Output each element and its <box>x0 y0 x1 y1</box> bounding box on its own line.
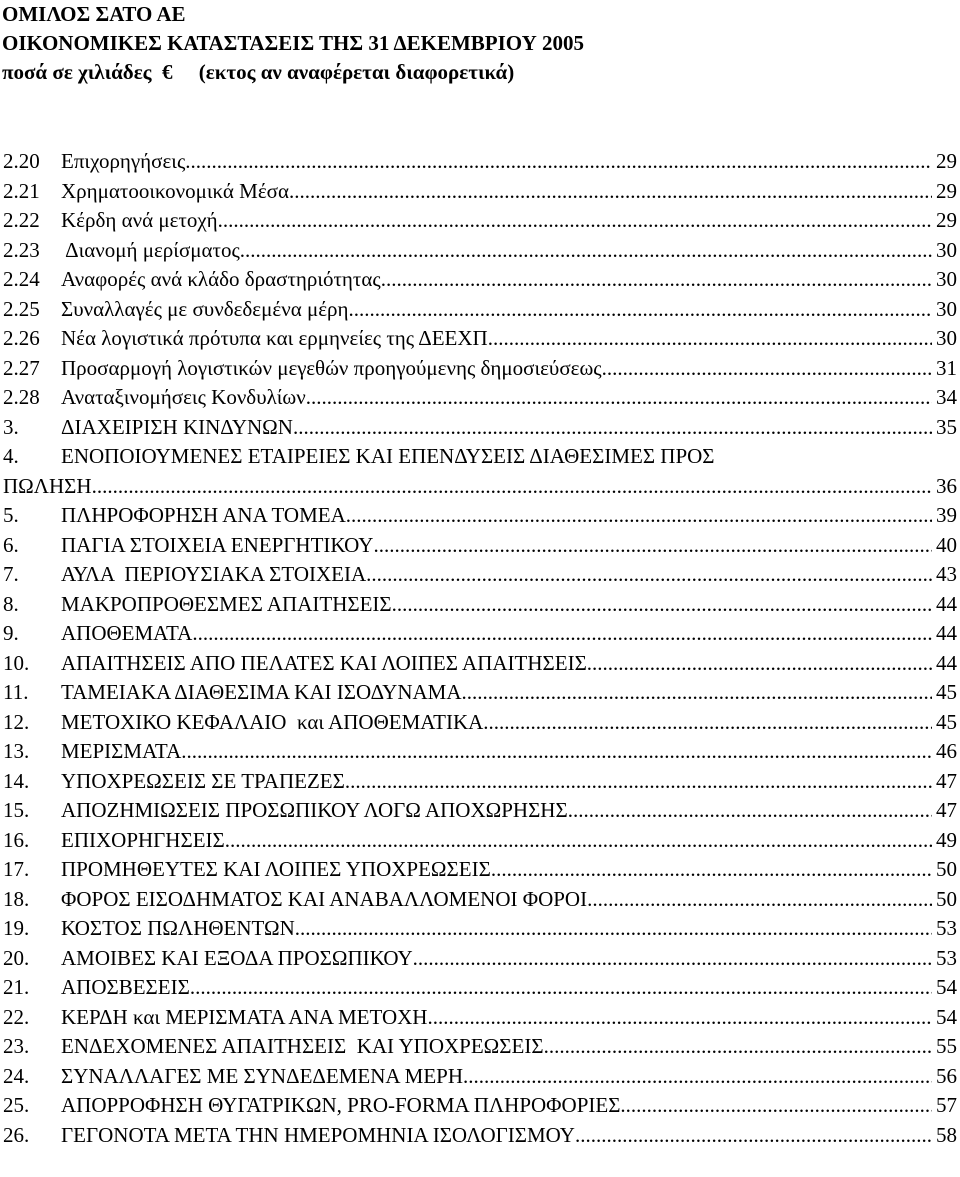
toc-entry-title: Αναταξινομήσεις Κονδυλίων <box>61 385 306 409</box>
toc-leader-dots <box>587 885 932 915</box>
toc-entry[interactable] <box>3 1091 960 1121</box>
toc-entry-page: 56 <box>936 1063 957 1088</box>
toc-entry-page: 50 <box>936 857 957 881</box>
toc-entry-title: ΜΑΚΡΟΠΡΟΘΕΣΜΕΣ ΑΠΑΙΤΗΣΕΙΣ <box>61 591 392 616</box>
toc-leader-dots <box>602 354 932 384</box>
toc-entry-page: 43 <box>936 562 957 586</box>
toc-leader-dots <box>181 737 932 767</box>
toc-entry-page: 30 <box>936 326 957 350</box>
toc-entry-page: 31 <box>936 355 957 380</box>
toc-entry-number: 22. <box>3 1004 30 1029</box>
toc-entry-number: 20. <box>3 945 30 970</box>
toc-entry-page: 47 <box>936 768 957 793</box>
toc-leader-dots <box>348 295 932 325</box>
toc-entry[interactable] <box>3 944 960 974</box>
toc-entry-title: Κέρδη ανά μετοχή <box>61 208 218 232</box>
toc-entry-number: 23. <box>3 1034 30 1058</box>
toc-entry[interactable] <box>3 796 960 826</box>
document-title: ΟΙΚΟΝΟΜΙΚΕΣ ΚΑΤΑΣΤΑΣΕΙΣ ΤΗΣ 31 ΔΕΚΕΜΒΡΙΟΥ 2005 <box>2 31 585 55</box>
toc-entry[interactable] <box>3 501 960 531</box>
toc-entry[interactable] <box>3 855 960 885</box>
toc-entry[interactable] <box>3 147 960 177</box>
toc-entry[interactable] <box>3 737 960 767</box>
toc-entry[interactable] <box>3 236 960 266</box>
toc-leader-dots <box>185 147 932 177</box>
toc-leader-dots <box>225 826 932 856</box>
toc-entry[interactable] <box>3 885 960 915</box>
toc-entry[interactable] <box>3 531 960 561</box>
toc-entry-page: 44 <box>936 621 957 645</box>
toc-entry-number: 2.25 <box>3 296 40 321</box>
toc-entry-title: ΜΕΤΟΧΙΚΟ ΚΕΦΑΛΑΙΟ και ΑΠΟΘΕΜΑΤΙΚΑ <box>61 709 484 734</box>
toc-entry-title: ΣΥΝΑΛΛΑΓΕΣ ΜΕ ΣΥΝΔΕΔΕΜΕΝΑ ΜΕΡΗ <box>61 1063 464 1088</box>
toc-entry-number: 2.20 <box>3 149 40 173</box>
toc-entry[interactable] <box>3 649 960 679</box>
toc-entry-number: 5. <box>3 503 19 527</box>
toc-leader-dots <box>293 413 932 443</box>
toc-entry-title: Χρηματοοικονομικά Μέσα <box>61 178 289 203</box>
toc-entry-title: ΑΠΟΖΗΜΙΩΣΕΙΣ ΠΡΟΣΩΠΙΚΟΥ ΛΟΓΩ ΑΠΟΧΩΡΗΣΗΣ <box>61 798 568 822</box>
toc-entry-title: Νέα λογιστικά πρότυπα και ερμηνείες της ΔΕΕΧΠ <box>61 326 488 350</box>
toc-leader-dots <box>218 206 932 236</box>
toc-entry-page: 30 <box>936 296 957 321</box>
toc-entry-page: 44 <box>936 591 957 616</box>
toc-entry[interactable] <box>3 442 960 501</box>
toc-entry-title: ΚΕΡΔΗ και ΜΕΡΙΣΜΑΤΑ ΑΝΑ ΜΕΤΟΧΗ <box>61 1004 428 1029</box>
toc-entry-number: 15. <box>3 798 30 822</box>
toc-entry-page: 40 <box>936 532 957 557</box>
toc-entry[interactable] <box>3 1032 960 1062</box>
toc-entry-number: 8. <box>3 591 19 616</box>
toc-entry-page: 29 <box>936 149 957 173</box>
toc-entry[interactable] <box>3 295 960 325</box>
toc-entry-title: ΚΟΣΤΟΣ ΠΩΛΗΘΕΝΤΩΝ <box>61 916 295 940</box>
toc-leader-dots <box>306 383 932 413</box>
toc-entry-title: ΠΡΟΜΗΘΕΥΤΕΣ ΚΑΙ ΛΟΙΠΕΣ ΥΠΟΧΡΕΩΣΕΙΣ <box>61 857 491 881</box>
toc-entry-number: 9. <box>3 621 19 645</box>
toc-entry-number: 3. <box>3 414 19 439</box>
toc-entry-page: 47 <box>936 798 957 822</box>
toc-entry-page: 45 <box>936 680 957 704</box>
toc-entry-title-continued: ΠΩΛΗΣΗ <box>3 473 92 498</box>
toc-entry[interactable] <box>3 973 960 1003</box>
toc-leader-dots <box>483 708 932 738</box>
toc-entry-title: ΑΠΟΣΒΕΣΕΙΣ <box>61 975 190 999</box>
toc-leader-dots <box>392 590 932 620</box>
toc-leader-dots <box>192 619 932 649</box>
toc-entry-page: 46 <box>936 739 957 763</box>
toc-entry-title: ΑΠΟΘΕΜΑΤΑ <box>61 621 193 645</box>
toc-entry[interactable] <box>3 1121 960 1151</box>
toc-entry-number: 19. <box>3 916 30 940</box>
toc-entry-page: 53 <box>936 916 957 940</box>
toc-entry[interactable] <box>3 708 960 738</box>
toc-entry[interactable] <box>3 1062 960 1092</box>
toc-leader-dots <box>289 177 932 207</box>
toc-entry[interactable] <box>3 413 960 443</box>
table-of-contents <box>3 147 960 1150</box>
toc-leader-dots <box>568 796 932 826</box>
toc-leader-dots <box>491 855 932 885</box>
toc-entry-page: 29 <box>936 208 957 232</box>
toc-entry-number: 14. <box>3 768 30 793</box>
toc-entry-page: 30 <box>936 267 957 291</box>
toc-entry-page: 34 <box>936 385 957 409</box>
toc-entry-page: 30 <box>936 237 957 262</box>
toc-entry[interactable] <box>3 1003 960 1033</box>
toc-entry[interactable] <box>3 177 960 207</box>
toc-entry[interactable] <box>3 826 960 856</box>
toc-entry-title: Διανομή μερίσματος <box>61 237 240 262</box>
toc-entry-title: Συναλλαγές με συνδεδεμένα μέρη <box>61 296 349 321</box>
toc-entry[interactable] <box>3 354 960 384</box>
toc-entry[interactable] <box>3 265 960 295</box>
toc-leader-dots <box>413 944 932 974</box>
toc-leader-dots <box>366 560 932 590</box>
toc-entry-number: 2.27 <box>3 355 40 380</box>
units-note: ποσά σε χιλιάδες € (εκτος αν αναφέρεται διαφορετικά) <box>2 60 515 84</box>
toc-entry-title: Αναφορές ανά κλάδο δραστηριότητας <box>61 267 381 291</box>
toc-entry-page: 54 <box>936 1004 957 1029</box>
toc-entry-number: 2.26 <box>3 326 40 350</box>
toc-entry-number: 2.28 <box>3 385 40 409</box>
toc-entry[interactable] <box>3 560 960 590</box>
toc-entry-number: 7. <box>3 562 19 586</box>
toc-entry-number: 18. <box>3 886 30 911</box>
toc-entry-number: 17. <box>3 857 30 881</box>
toc-entry-number: 2.24 <box>3 267 40 291</box>
toc-entry-page: 35 <box>936 414 957 439</box>
toc-entry-number: 24. <box>3 1063 30 1088</box>
toc-leader-dots <box>373 531 932 561</box>
toc-entry-number: 4. <box>3 444 19 468</box>
toc-entry-title: ΠΛΗΡΟΦΟΡΗΣΗ ΑΝΑ ΤΟΜΕΑ <box>61 503 346 527</box>
document-header <box>2 0 584 87</box>
toc-entry-number: 11. <box>3 680 29 704</box>
toc-leader-dots <box>190 973 932 1003</box>
toc-entry-number: 26. <box>3 1122 30 1147</box>
toc-entry-title: Προσαρμογή λογιστικών μεγεθών προηγούμενης δημοσιεύσεως <box>61 355 602 380</box>
toc-entry-page: 49 <box>936 827 957 852</box>
toc-entry-title: Επιχορηγήσεις <box>61 149 186 173</box>
toc-entry-number: 25. <box>3 1093 30 1117</box>
toc-leader-dots <box>240 236 932 266</box>
toc-entry-title: ΜΕΡΙΣΜΑΤΑ <box>61 739 182 763</box>
toc-leader-dots <box>575 1121 932 1151</box>
toc-entry[interactable] <box>3 767 960 797</box>
toc-entry-page: 57 <box>936 1093 957 1117</box>
toc-entry-page: 55 <box>936 1034 957 1058</box>
toc-leader-dots <box>620 1091 932 1121</box>
toc-entry-page: 50 <box>936 886 957 911</box>
toc-entry-title: ΥΠΟΧΡΕΩΣΕΙΣ ΣΕ ΤΡΑΠΕΖΕΣ <box>61 768 345 793</box>
toc-leader-dots <box>544 1032 932 1062</box>
toc-entry-title: ΑΠΟΡΡΟΦΗΣΗ ΘΥΓΑΤΡΙΚΩΝ, PRO-FORMA ΠΛΗΡΟΦΟΡΙΕΣ <box>61 1093 621 1117</box>
toc-entry-page: 44 <box>936 650 957 675</box>
toc-entry-page: 53 <box>936 945 957 970</box>
toc-entry[interactable] <box>3 383 960 413</box>
toc-leader-dots <box>345 767 932 797</box>
toc-leader-dots <box>381 265 932 295</box>
toc-entry-number: 21. <box>3 975 30 999</box>
toc-entry-number: 13. <box>3 739 30 763</box>
toc-entry[interactable] <box>3 619 960 649</box>
toc-entry[interactable] <box>3 324 960 354</box>
toc-entry-page: 36 <box>936 473 957 498</box>
toc-entry-title: ΓΕΓΟΝΟΤΑ ΜΕΤΑ ΤΗΝ ΗΜΕΡΟΜΗΝΙΑ ΙΣΟΛΟΓΙΣΜΟΥ <box>61 1122 575 1147</box>
company-name: ΟΜΙΛΟΣ ΣΑΤΟ ΑΕ <box>2 2 186 26</box>
toc-entry-number: 6. <box>3 532 19 557</box>
toc-leader-dots <box>346 501 932 531</box>
toc-entry-title: ΠΑΓΙΑ ΣΤΟΙΧΕΙΑ ΕΝΕΡΓΗΤΙΚΟΥ <box>61 532 374 557</box>
toc-entry-title: ΑΥΛΑ ΠΕΡΙΟΥΣΙΑΚΑ ΣΤΟΙΧΕΙΑ <box>61 562 367 586</box>
toc-entry-title: ΦΟΡΟΣ ΕΙΣΟΔΗΜΑΤΟΣ ΚΑΙ ΑΝΑΒΑΛΛΟΜΕΝΟΙ ΦΟΡΟΙ <box>61 886 588 911</box>
toc-entry-page: 54 <box>936 975 957 999</box>
toc-leader-dots <box>462 678 933 708</box>
toc-entry-title: ΕΠΙΧΟΡΗΓΗΣΕΙΣ <box>61 827 225 852</box>
toc-entry-title: ΑΜΟΙΒΕΣ ΚΑΙ ΕΞΟΔΑ ΠΡΟΣΩΠΙΚΟΥ <box>61 945 413 970</box>
toc-leader-dots <box>587 649 932 679</box>
toc-entry-number: 12. <box>3 709 30 734</box>
toc-leader-dots <box>295 914 932 944</box>
toc-entry-title: ΕΝΔΕΧΟΜΕΝΕΣ ΑΠΑΙΤΗΣΕΙΣ ΚΑΙ ΥΠΟΧΡΕΩΣΕΙΣ <box>61 1034 544 1058</box>
toc-leader-dots <box>92 472 932 502</box>
toc-entry[interactable] <box>3 206 960 236</box>
toc-leader-dots <box>427 1003 932 1033</box>
toc-entry-page: 45 <box>936 709 957 734</box>
toc-entry-page: 58 <box>936 1122 957 1147</box>
toc-entry-page: 39 <box>936 503 957 527</box>
toc-entry-number: 16. <box>3 827 30 852</box>
toc-entry-title: ΕΝΟΠΟΙΟΥΜΕΝΕΣ ΕΤΑΙΡΕΙΕΣ ΚΑΙ ΕΠΕΝΔΥΣΕΙΣ ΔΙΑΘΕΣΙΜΕΣ ΠΡΟΣ <box>61 444 715 468</box>
toc-entry[interactable] <box>3 678 960 708</box>
toc-entry-title: ΤΑΜΕΙΑΚΑ ΔΙΑΘΕΣΙΜΑ ΚΑΙ ΙΣΟΔΥΝΑΜΑ <box>61 680 462 704</box>
toc-entry-number: 2.21 <box>3 178 40 203</box>
toc-entry-number: 2.22 <box>3 208 40 232</box>
toc-entry-title: ΑΠΑΙΤΗΣΕΙΣ ΑΠΟ ΠΕΛΑΤΕΣ ΚΑΙ ΛΟΙΠΕΣ ΑΠΑΙΤΗΣΕΙΣ <box>61 650 587 675</box>
toc-entry[interactable] <box>3 914 960 944</box>
toc-entry-number: 10. <box>3 650 30 675</box>
toc-entry-number: 2.23 <box>3 237 40 262</box>
toc-leader-dots <box>463 1062 932 1092</box>
toc-entry-title: ΔΙΑΧΕΙΡΙΣΗ ΚΙΝΔΥΝΩΝ <box>61 414 293 439</box>
toc-entry[interactable] <box>3 590 960 620</box>
toc-leader-dots <box>488 324 932 354</box>
toc-entry-page: 29 <box>936 178 957 203</box>
